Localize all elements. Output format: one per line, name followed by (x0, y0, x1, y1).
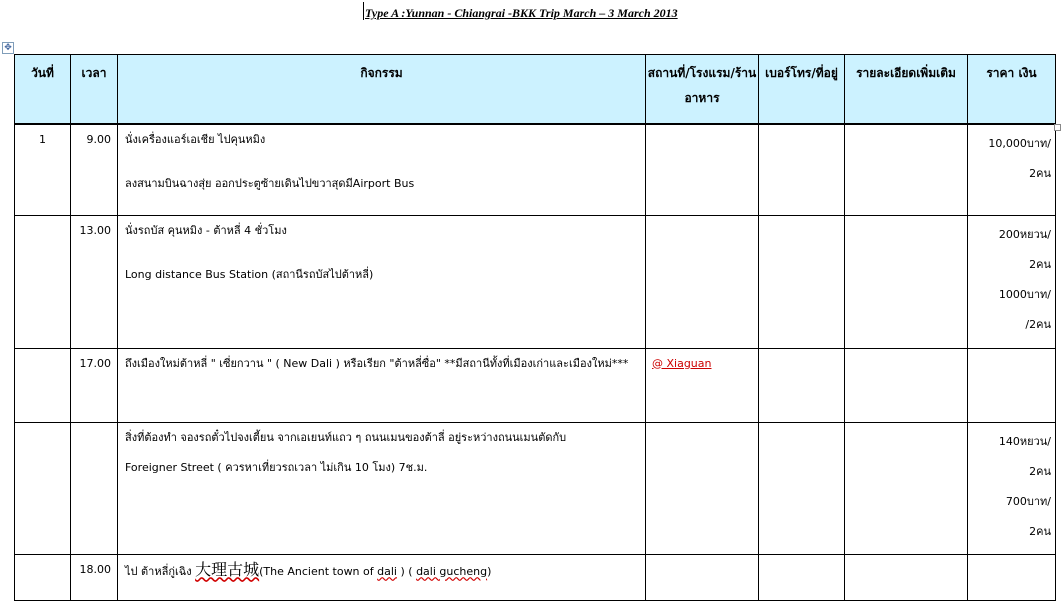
cell-place[interactable] (646, 215, 759, 348)
cell-activity[interactable] (118, 422, 646, 554)
header-day: วันที่ (15, 55, 71, 125)
cell-place[interactable] (646, 348, 759, 422)
activity-line: ลงสนามบินฉางสุ่ย ออกประตูซ้ายเดินไปขวาสุดมีAirport Bus (125, 177, 415, 190)
activity-end: ) (487, 564, 492, 578)
cell-phone[interactable] (759, 422, 845, 554)
table-header-row (15, 55, 1056, 125)
cell-price[interactable] (968, 124, 1056, 215)
cell-details[interactable] (845, 422, 968, 554)
cell-time[interactable]: 17.00 (71, 348, 118, 422)
header-activity: กิจกรรม (118, 55, 646, 125)
cell-time[interactable]: 18.00 (71, 554, 118, 600)
itinerary-table (14, 54, 1056, 601)
price-line: 1000บาท/ (998, 287, 1051, 301)
cell-activity[interactable] (118, 215, 646, 348)
price-line: 200หยวน/ (998, 227, 1051, 241)
activity-mid: (The Ancient town of (259, 564, 378, 578)
cell-place[interactable] (646, 124, 759, 215)
cell-day[interactable] (15, 554, 71, 600)
table-row (15, 554, 1056, 600)
cell-day[interactable] (15, 348, 71, 422)
dali-word: dali (377, 564, 397, 578)
cell-activity[interactable] (118, 348, 646, 422)
table-row (15, 124, 1056, 215)
cell-phone[interactable] (759, 215, 845, 348)
place-link[interactable]: @ Xiaguan (652, 356, 712, 370)
price-line: 10,000บาท/ (988, 137, 1051, 150)
activity-text: ถึงเมืองใหม่ต้าหลี่ " เซี่ยกวาน " ( New Dali ) หรือเรียก "ต้าหลี่ซื่อ" **มีสถานีทั้งที่เมืองเก่าและเมืองใหม่*** (125, 356, 629, 370)
cell-activity[interactable] (118, 124, 646, 215)
cell-day[interactable] (15, 215, 71, 348)
price-line: 140หยวน/ (998, 434, 1051, 448)
cell-price[interactable] (968, 348, 1056, 422)
activity-close: ) ( (396, 564, 417, 578)
cell-place[interactable] (646, 422, 759, 554)
activity-prefix: ไป ต้าหลี่กู่เฉิง (125, 564, 196, 578)
text-cursor (363, 2, 364, 20)
document-title: Type A :Yunnan - Chiangrai -BKK Trip March – 3 March 2013 (365, 6, 678, 20)
cell-place[interactable] (646, 554, 759, 600)
header-price: ราคา เงิน (968, 55, 1056, 125)
header-phone: เบอร์โทร/ที่อยู่ (759, 55, 845, 125)
table-row (15, 215, 1056, 348)
cell-details[interactable] (845, 124, 968, 215)
chinese-place-name: 大理古城 (195, 559, 260, 579)
table-row (15, 422, 1056, 554)
cell-details[interactable] (845, 554, 968, 600)
cell-time[interactable]: 9.00 (71, 124, 118, 215)
table-move-handle-icon[interactable]: ✥ (2, 42, 14, 54)
activity-line: สิ่งที่ต้องทำ จองรถตั๋วไปจงเตี้ยน จากเอเยนท์แถว ๆ ถนนเมนของต้าลี่ อยู่ระหว่างถนนเมนตัดกับ (125, 430, 567, 444)
cell-phone[interactable] (759, 554, 845, 600)
price-line: 700บาท/ (1005, 494, 1051, 508)
header-time: เวลา (71, 55, 118, 125)
header-details: รายละเอียดเพิ่มเติม (845, 55, 968, 125)
cell-price[interactable] (968, 554, 1056, 600)
price-line: 2คน (1029, 257, 1051, 271)
cell-activity[interactable] (118, 554, 646, 600)
activity-line: นั่งรถบัส คุนหมิง - ต้าหลี่ 4 ชั่วโมง (125, 223, 287, 237)
cell-time[interactable] (71, 422, 118, 554)
cell-price[interactable] (968, 215, 1056, 348)
cell-time[interactable]: 13.00 (71, 215, 118, 348)
cell-day[interactable] (15, 422, 71, 554)
activity-line: นั่งเครื่องแอร์เอเชีย ไปคุนหมิง (125, 133, 266, 146)
header-place: สถานที่/โรงแรม/ร้านอาหาร (646, 55, 759, 125)
activity-line: Long distance Bus Station (สถานีรถบัสไปต้าหลี่) (125, 267, 374, 281)
table-row (15, 348, 1056, 422)
cell-details[interactable] (845, 215, 968, 348)
activity-line: Foreigner Street ( ควรหาเที่ยวรถเวลา ไม่เกิน 10 โมง) 7ช.ม. (125, 460, 428, 474)
cell-details[interactable] (845, 348, 968, 422)
cell-phone[interactable] (759, 348, 845, 422)
table-resize-handle[interactable] (1054, 124, 1061, 131)
pinyin-name: dali gucheng (416, 564, 488, 578)
cell-phone[interactable] (759, 124, 845, 215)
price-line: 2คน (1029, 524, 1051, 538)
price-line: 2คน (1029, 464, 1051, 478)
price-line: /2คน (1025, 317, 1051, 331)
price-line: 2คน (1029, 167, 1051, 180)
cell-day[interactable]: 1 (15, 124, 71, 215)
cell-price[interactable] (968, 422, 1056, 554)
